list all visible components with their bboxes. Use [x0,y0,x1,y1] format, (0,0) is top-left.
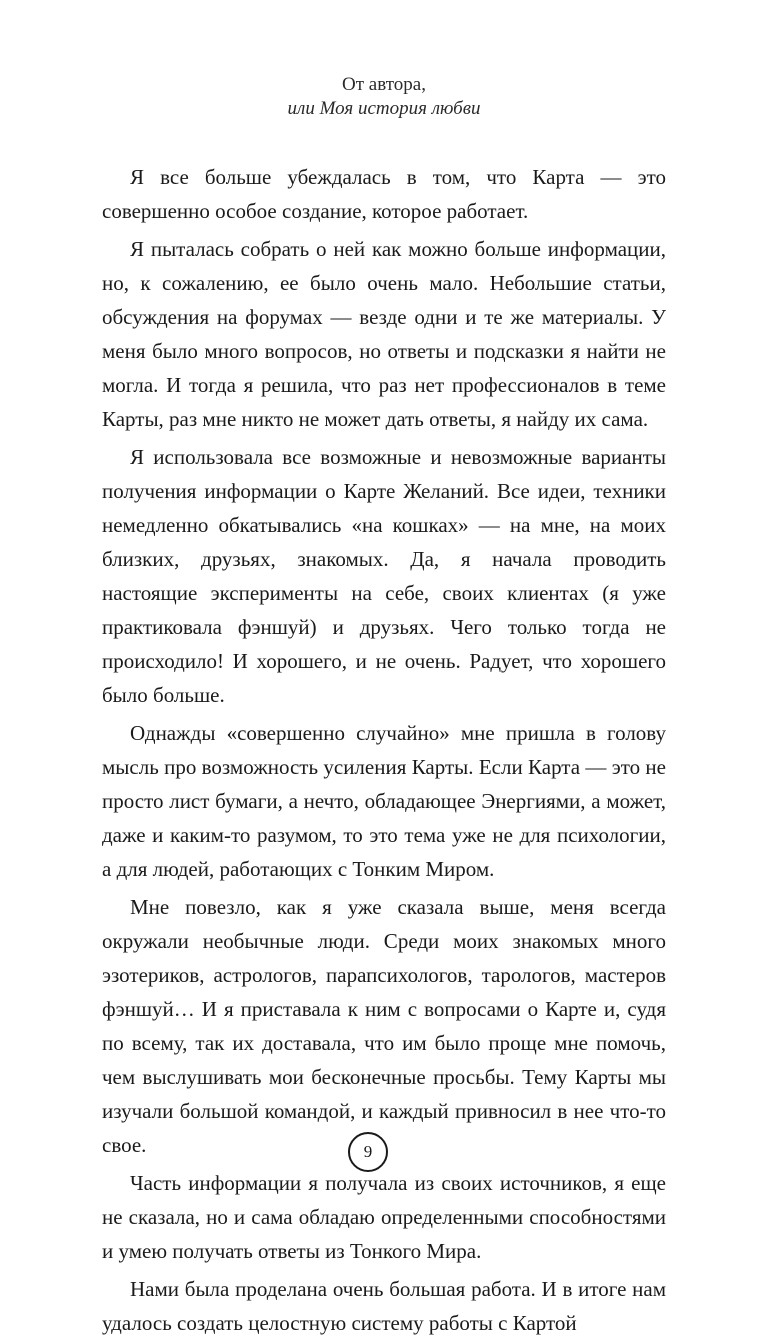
paragraph: Я все больше убеждалась в том, что Карта — это совершенно особое создание, которое работает. [102,165,666,223]
paragraph: Часть информации я получала из своих источников, я еще не сказала, но и сама обладаю определенными способностями и умею получать ответы из Тонкого Мира. [102,1171,666,1263]
paragraph: Мне повезло, как я уже сказала выше, меня всегда окружали необычные люди. Среди моих знакомых много эзотериков, астрологов, парапсихологов, тарологов, мастеров фэншуй… И я приставала к ним с вопросами о Карте и, судя по всему, так их доставала, что им было проще мне помочь, чем выслушивать мои бесконечные просьбы. Тему Карты мы изучали большой командой, и каждый привносил в нее что-то свое. [102,895,666,1157]
paragraph: Я использовала все возможные и невозможные варианты получения информации о Карте Желаний. Все идеи, техники немедленно обкатывались «на кошках» — на мне, на моих близких, друзьях, знакомых. Да, я начала проводить настоящие эксперименты на себе, своих клиентах (я уже практиковала фэншуй) и друзьях. Чего только тогда не происходило! И хорошего, и не очень. Радует, что хорошего было больше. [102,445,666,707]
body-text [102,160,666,1344]
page-number [348,1132,388,1172]
page-number-label: 9 [363,1142,373,1161]
paragraph: Однажды «совершенно случайно» мне пришла в голову мысль про возможность усиления Карты. Если Карта — это не просто лист бумаги, а нечто, обладающее Энергиями, а может, даже и каким-то разумом, то это тема уже не для психологии, а для людей, работающих с Тонким Миром. [102,721,666,881]
paragraph: Нами была проделана очень большая работа. И в итоге нам удалось создать целостную систему работы с Картой [102,1277,666,1335]
running-head-title: От автора, [342,74,426,95]
running-head-subtitle: или Моя история любви [287,98,481,119]
paragraph: Я пыталась собрать о ней как можно больше информации, но, к сожалению, ее было очень мало. Небольшие статьи, обсуждения на форумах — везде одни и те же материалы. У меня было много вопросов, но ответы и подсказки я найти не могла. И тогда я решила, что раз нет профессионалов в теме Карты, раз мне никто не может дать ответы, я найду их сама. [102,237,666,431]
running-head [0,73,768,121]
